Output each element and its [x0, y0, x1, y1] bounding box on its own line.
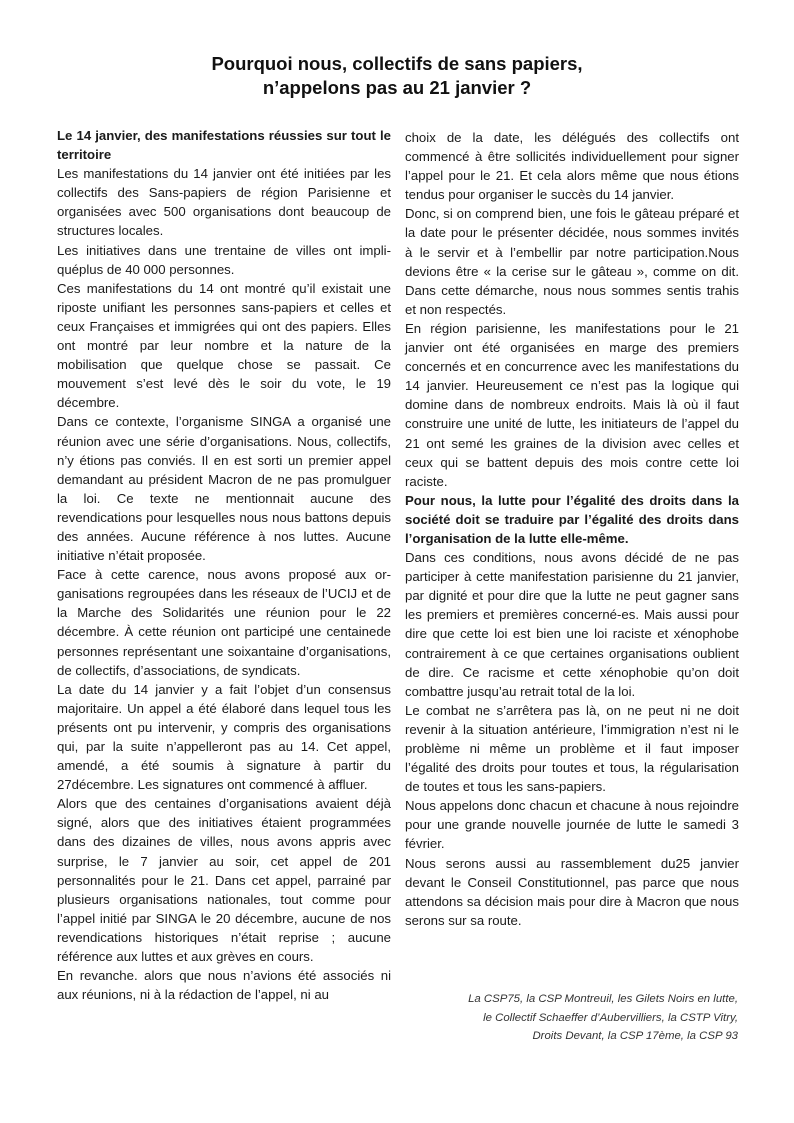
paragraph: Alors que des centaines d’organisations avaient déjà signé, alors que des initiatives étaient programmées dans des dizaines de villes, nous avons appris avec surprise, le 7 janvier au soir, cet appel de 201 personnalités pour le 21. Dans cet appel, parrainé par plusieurs organisations nationales, tout comme pour l’appel initié par SINGA le 20 décembre, aucune de nos revendications historiques n’était reprise ; aucune référence aux luttes et aux grèves en cours. — [57, 796, 391, 965]
title-line-1: Pourquoi nous, collectifs de sans papiers, — [211, 53, 583, 74]
paragraph: Pour nous, la lutte pour l’égalité des droits dans la société doit se traduire par l’égalité des droits dans l’organisation de la lutte elle-même. — [405, 492, 739, 546]
paragraph: En région parisienne, les manifestations pour le 21 janvier ont été organisées en marge des premiers concernés et en concurrence avec les manifestations du 14 janvier. Heureusement ce n’est pas la logique qui domine dans de nombreux endroits. Mais là où il faut construire une unité de lutte, les initiateurs de l’appel du 21 ont semé les graines de la division avec celles et ceux qui se battent depuis des mois contre cette loi raciste. — [405, 320, 739, 489]
paragraph: Dans ce contexte, l’organisme SINGA a organisé une réunion avec une série d’organisations. Nous, collectifs, n’y étions pas conviés. Il en est sorti un premier appel demandant au président Macron de ne pas promulguer la loi. Ce texte ne mentionnait aucune des revendications pour lesquelles nous nous battons depuis des années. Aucune référence à nos luttes. Aucune initiative n’était proposée. — [57, 414, 391, 564]
signatories-line-1: La CSP75, la CSP Montreuil, les Gilets Noirs en lutte, — [468, 993, 738, 1005]
paragraph: Le 14 janvier, des manifestations réussies sur tout le territoire — [57, 128, 391, 163]
right-column — [405, 128, 739, 930]
signatories-line-3: Droits Devant, la CSP 17ème, la CSP 93 — [532, 1030, 738, 1043]
left-column — [57, 126, 391, 1004]
paragraph: La date du 14 janvier y a fait l’objet d’un consensus majoritaire. Un appel a été élaboré dans lequel tous les présents ont pu intervenir, y compris des organisations qui, par la suite n’appelleront pas au 14. Cet appel, amendé, a été soumis à signature à partir du 27décembre. Les signatures ont commencé à affluer. — [57, 681, 391, 793]
paragraph: En revanche. alors que nous n’avions été associés ni aux réunions, ni à la rédaction de l’appel, ni au — [57, 968, 391, 1003]
paragraph: Les manifestations du 14 janvier ont été initiées par les collectifs des Sans-papiers de région Parisienne et organisées avec 500 organisations dont beaucoup de structures locales. — [57, 166, 391, 239]
paragraph: Donc, si on comprend bien, une fois le gâteau préparé et la date pour le présenter décidée, nous sommes invités à le servir et à l’embellir par notre participation.Nous devions être « la cerise sur le gâteau », comme on dit. Dans cette démarche, nous nous sommes sentis trahis et non respectés. — [405, 206, 739, 317]
title-line-2: n’appelons pas au 21 janvier ? — [262, 77, 532, 98]
paragraph: Ces manifestations du 14 ont montré qu’il existait une riposte unifiant les personnes sans-papiers et celles et ceux Françaises et immigrées qui ont des papiers. Elles ont montré par leur nombre et la nature de la mobilisation que quelque chose se passait. Ce mouvement s’est levé dès le soir du vote, le 19 décembre. — [57, 280, 391, 411]
paragraph: Les initiatives dans une trentaine de villes ont impliquéplus de 40 000 personnes. — [57, 242, 391, 277]
paragraph: Nous appelons donc chacun et chacune à nous rejoindre pour une grande nouvelle journée de lutte le samedi 3 février. — [405, 798, 739, 852]
signatories-line-2: le Collectif Schaeffer d’Aubervilliers, la CSTP Vitry, — [483, 1011, 738, 1024]
paragraph: Le combat ne s’arrêtera pas là, on ne peut ni ne doit revenir à la situation antérieure, l’immigration n’est ni le problème ni même un problème et il faut imposer l’égalité des droits pour toutes et tous, la régularisation de toutes et tous les sans-papiers. — [405, 702, 739, 795]
page-title — [0, 52, 794, 100]
signatories — [405, 990, 738, 1046]
paragraph: Dans ces conditions, nous avons décidé de ne pas participer à cette manifestation parisienne du 21 janvier, par dignité et pour dire que la lutte ne peut gagner sans les premiers et premières concerné-es. Mais aussi pour dire que cette loi est bien une loi raciste et xénophobe contrairement à ce que certaines organisations oublient de dire. Ce racisme et cette xénophobie qu’on doit combattre jusqu’au retrait total de la loi. — [405, 550, 739, 699]
paragraph: choix de la date, les délégués des collectifs ont commencé à être sollicités individuellement pour signer l’appel pour le 21. Et cela alors même que nous étions tendus pour organiser le succès du 14 janvier. — [405, 130, 739, 203]
paragraph: Nous serons aussi au rassemblement du25 janvier devant le Conseil Constitutionnel, pas parce que nous attendons sa décision mais pour dire à Macron que nous serons sur sa route. — [405, 855, 739, 928]
paragraph: Face à cette carence, nous avons proposé aux organisations regroupées dans les réseaux de l’UCIJ et de la Marche des Solidarités une réunion pour le 22 décembre. À cette réunion ont participé une centainede personnes représentant une soixantaine d’organisations, de collectifs, d’associations, de syndicats. — [57, 567, 391, 678]
